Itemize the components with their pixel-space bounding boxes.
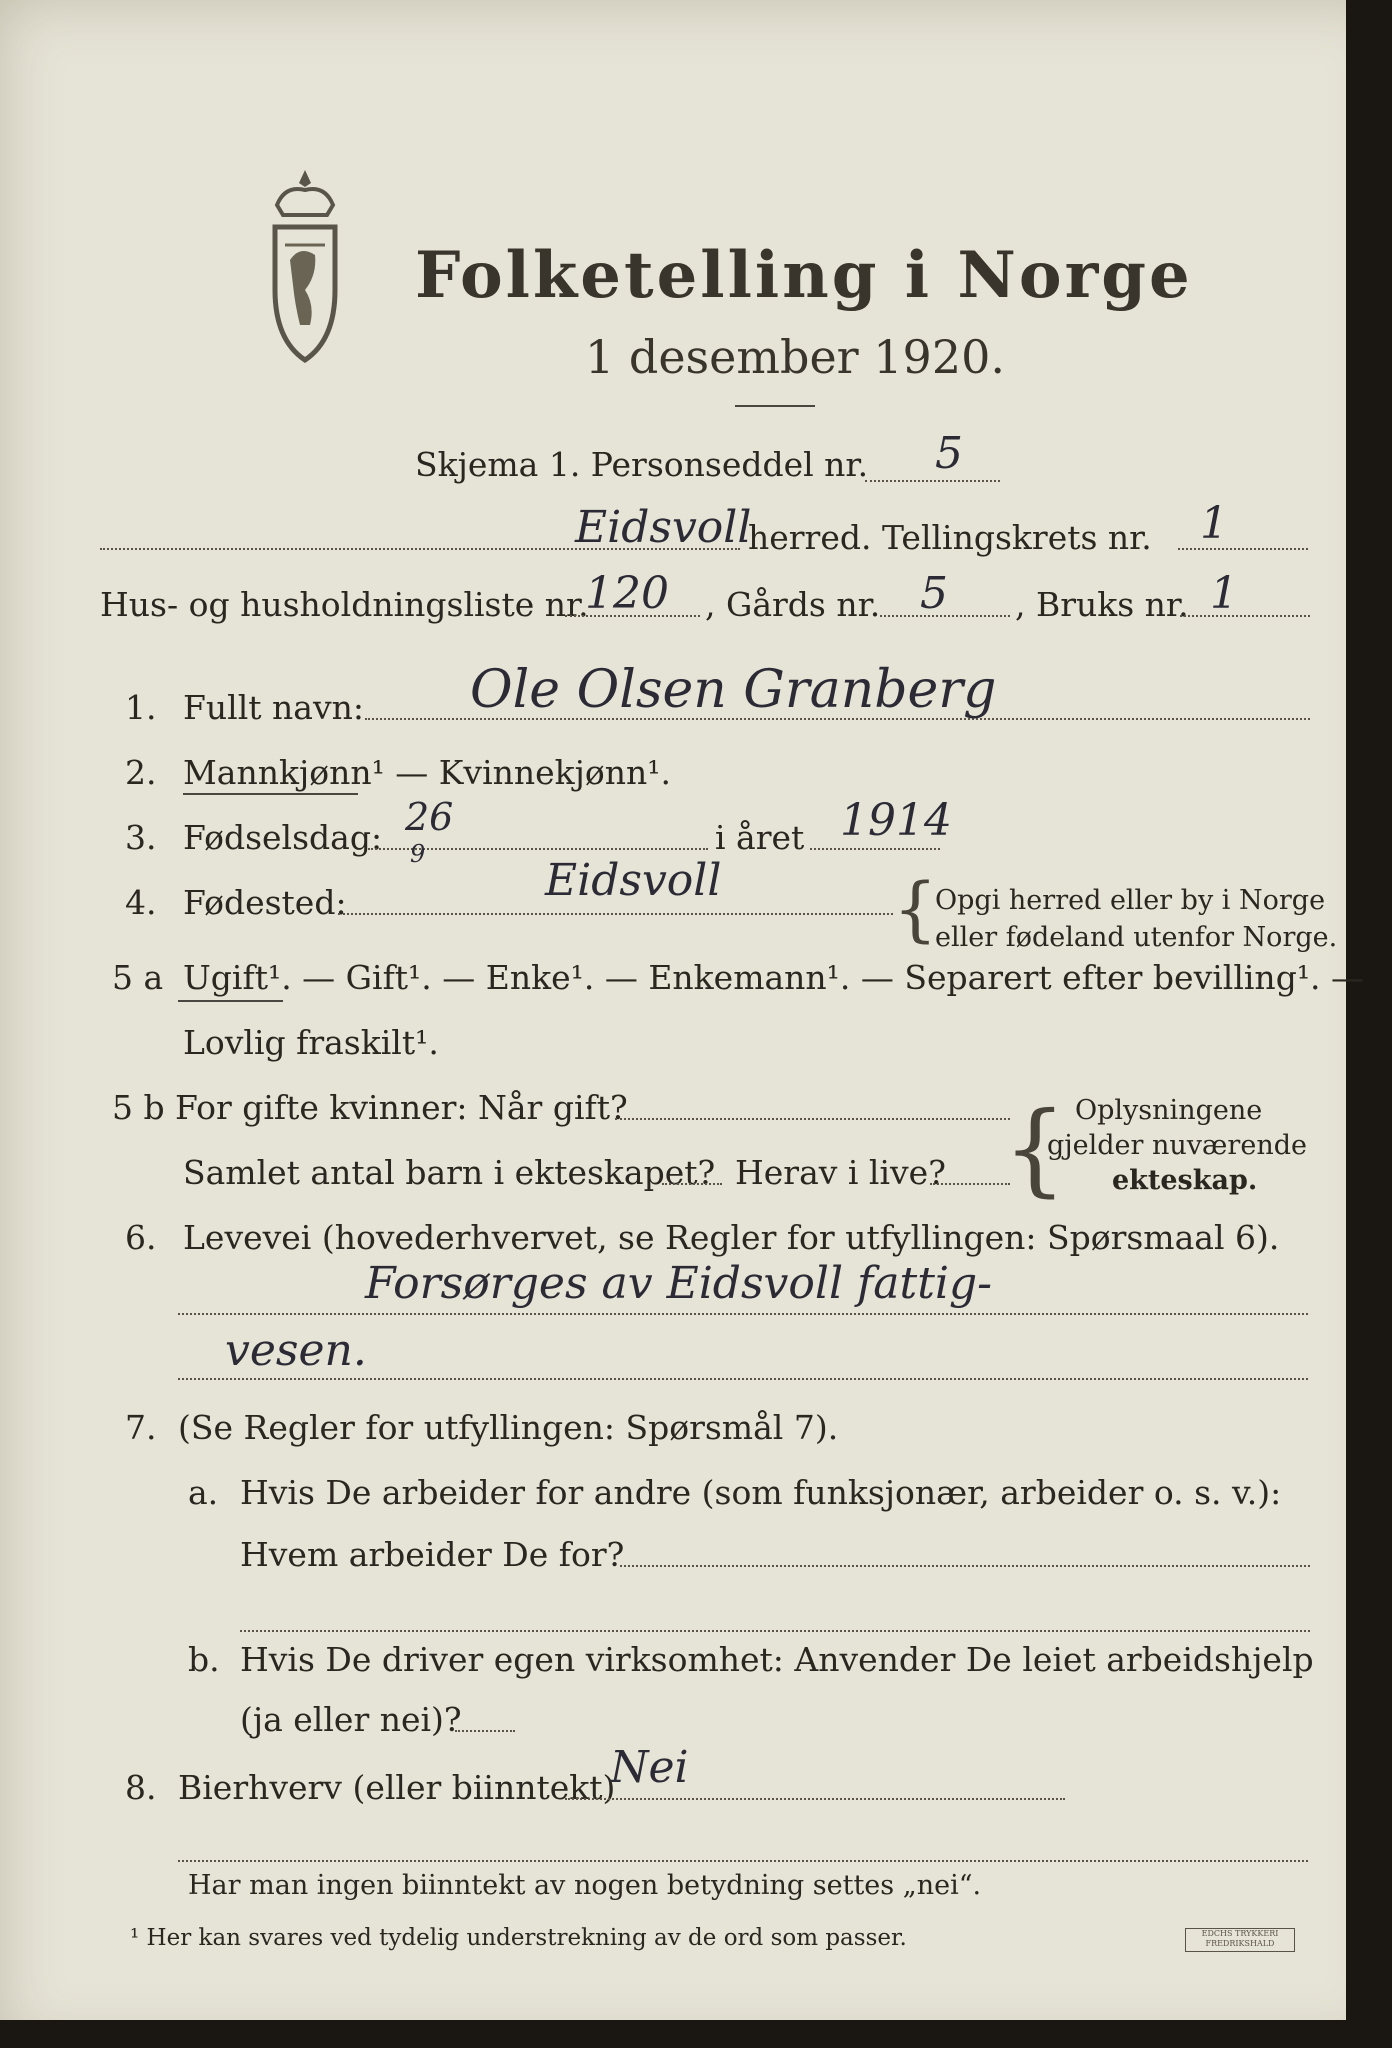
- q5a-number: 5 a: [112, 958, 164, 997]
- coat-of-arms-icon: [255, 165, 355, 365]
- q6-value-line1: Forsørges av Eidsvoll fattig-: [365, 1258, 992, 1309]
- municipality-label: herred. Tellingskrets nr.: [748, 518, 1152, 557]
- q7b-yesno-label: (ja eller nei)?: [240, 1700, 462, 1739]
- q5b-note-line1: Oplysningene: [1075, 1095, 1263, 1126]
- q7-number: 7.: [125, 1408, 157, 1447]
- census-date: 1 desember 1920.: [585, 330, 1005, 384]
- q7-label: (Se Regler for utfyllingen: Spørsmål 7).: [178, 1408, 839, 1447]
- q5b-children-label: Samlet antal barn i ekteskapet?: [183, 1153, 716, 1192]
- q5b-brace: {: [1003, 1090, 1067, 1207]
- q7a-who-label: Hvem arbeider De for?: [240, 1535, 625, 1574]
- q5b-note-line3: ekteskap.: [1112, 1165, 1258, 1196]
- q4-value: Eidsvoll: [545, 855, 722, 906]
- q8-label: Bierhverv (eller biinntekt): [178, 1768, 616, 1807]
- q1-value: Ole Olsen Granberg: [470, 660, 997, 720]
- q2-number: 2.: [125, 753, 157, 792]
- q5b-dots: [615, 1118, 1010, 1120]
- q3-month: 9: [410, 840, 426, 868]
- household-label: Hus- og husholdningsliste nr.: [100, 585, 589, 624]
- q8-value: Nei: [610, 1742, 689, 1793]
- q7b-label: Hvis De driver egen virksomhet: Anvender De leiet arbeidshjelp: [240, 1640, 1314, 1679]
- q4-number: 4.: [125, 883, 157, 922]
- q5a-label-cont: Lovlig fraskilt¹.: [183, 1023, 439, 1062]
- q5a-selected-underline: [178, 1000, 283, 1002]
- q4-note-line2: eller fødeland utenfor Norge.: [935, 922, 1338, 953]
- district-dots: [1178, 548, 1308, 550]
- q7a-label: Hvis De arbeider for andre (som funksjonær, arbeider o. s. v.):: [240, 1473, 1282, 1512]
- q2-label: Mannkjønn¹ — Kvinnekjønn¹.: [183, 753, 671, 792]
- q6-label: Levevei (hovederhvervet, se Regler for utfyllingen: Spørsmaal 6).: [183, 1218, 1280, 1257]
- q3-year-label: i året: [715, 818, 805, 857]
- q6-number: 6.: [125, 1218, 157, 1257]
- q5b-alive-dots: [930, 1183, 1010, 1185]
- q2-selected-underline: [183, 793, 358, 795]
- schema-label: Skjema 1. Personseddel nr.: [415, 445, 869, 484]
- q4-label: Fødested:: [183, 883, 347, 922]
- printer-stamp-line1: EDCHS TRYKKERI: [1201, 1929, 1279, 1938]
- q3-number: 3.: [125, 818, 157, 857]
- q8-note: Har man ingen biinntekt av nogen betydning settes „nei“.: [188, 1870, 982, 1901]
- scan-edge-right: [1346, 0, 1392, 2048]
- q3-label: Fødselsdag:: [183, 818, 383, 857]
- form-title: Folketelling i Norge: [415, 238, 1193, 313]
- farm-value: 5: [920, 568, 948, 619]
- person-number-value: 5: [935, 428, 963, 479]
- q7b-letter: b.: [188, 1640, 220, 1679]
- q7a-letter: a.: [188, 1473, 219, 1512]
- q1-label: Fullt navn:: [183, 688, 364, 727]
- title-divider: [735, 405, 815, 407]
- holding-label: , Bruks nr.: [1015, 585, 1189, 624]
- q5b-note-line2: gjelder nuværende: [1047, 1130, 1307, 1161]
- q4-dots: [338, 913, 893, 915]
- q1-number: 1.: [125, 688, 157, 727]
- person-number-dots: [865, 480, 1000, 482]
- q8-dots: [565, 1798, 1065, 1800]
- q4-brace: {: [893, 868, 938, 950]
- q3-year-dots: [810, 848, 940, 850]
- q7b-dots: [455, 1730, 515, 1732]
- q5b-number: 5 b: [112, 1088, 165, 1127]
- q6-dots-2: [178, 1378, 1308, 1380]
- footnote: ¹ Her kan svares ved tydelig understrekning av de ord som passer.: [130, 1925, 907, 1951]
- q4-note-line1: Opgi herred eller by i Norge: [935, 885, 1326, 916]
- q6-value-line2: vesen.: [225, 1325, 367, 1376]
- q8-number: 8.: [125, 1768, 157, 1807]
- municipality-value: Eidsvoll: [575, 502, 752, 553]
- q8-dots-2: [178, 1860, 1308, 1862]
- q7a-dots-2: [240, 1630, 1310, 1632]
- q7a-dots-1: [620, 1565, 1310, 1567]
- q3-year-value: 1914: [840, 795, 952, 846]
- holding-dots: [1180, 615, 1310, 617]
- farm-label: , Gårds nr.: [705, 585, 881, 624]
- holding-value: 1: [1210, 568, 1238, 619]
- q5a-label: Ugift¹. — Gift¹. — Enke¹. — Enkemann¹. — Separert efter bevilling¹. —: [183, 958, 1365, 997]
- printer-stamp: [1185, 1928, 1295, 1952]
- q5b-alive-label: Herav i live?: [735, 1153, 946, 1192]
- q3-day: 26: [405, 795, 454, 839]
- q5b-children-dots: [662, 1183, 722, 1185]
- household-value: 120: [585, 568, 669, 619]
- q5b-label: For gifte kvinner: Når gift?: [175, 1088, 628, 1127]
- printer-stamp-line2: FREDRIKSHALD: [1205, 1939, 1275, 1948]
- q6-dots-1: [178, 1313, 1308, 1315]
- district-value: 1: [1200, 498, 1228, 549]
- scan-edge-bottom: [0, 2020, 1392, 2048]
